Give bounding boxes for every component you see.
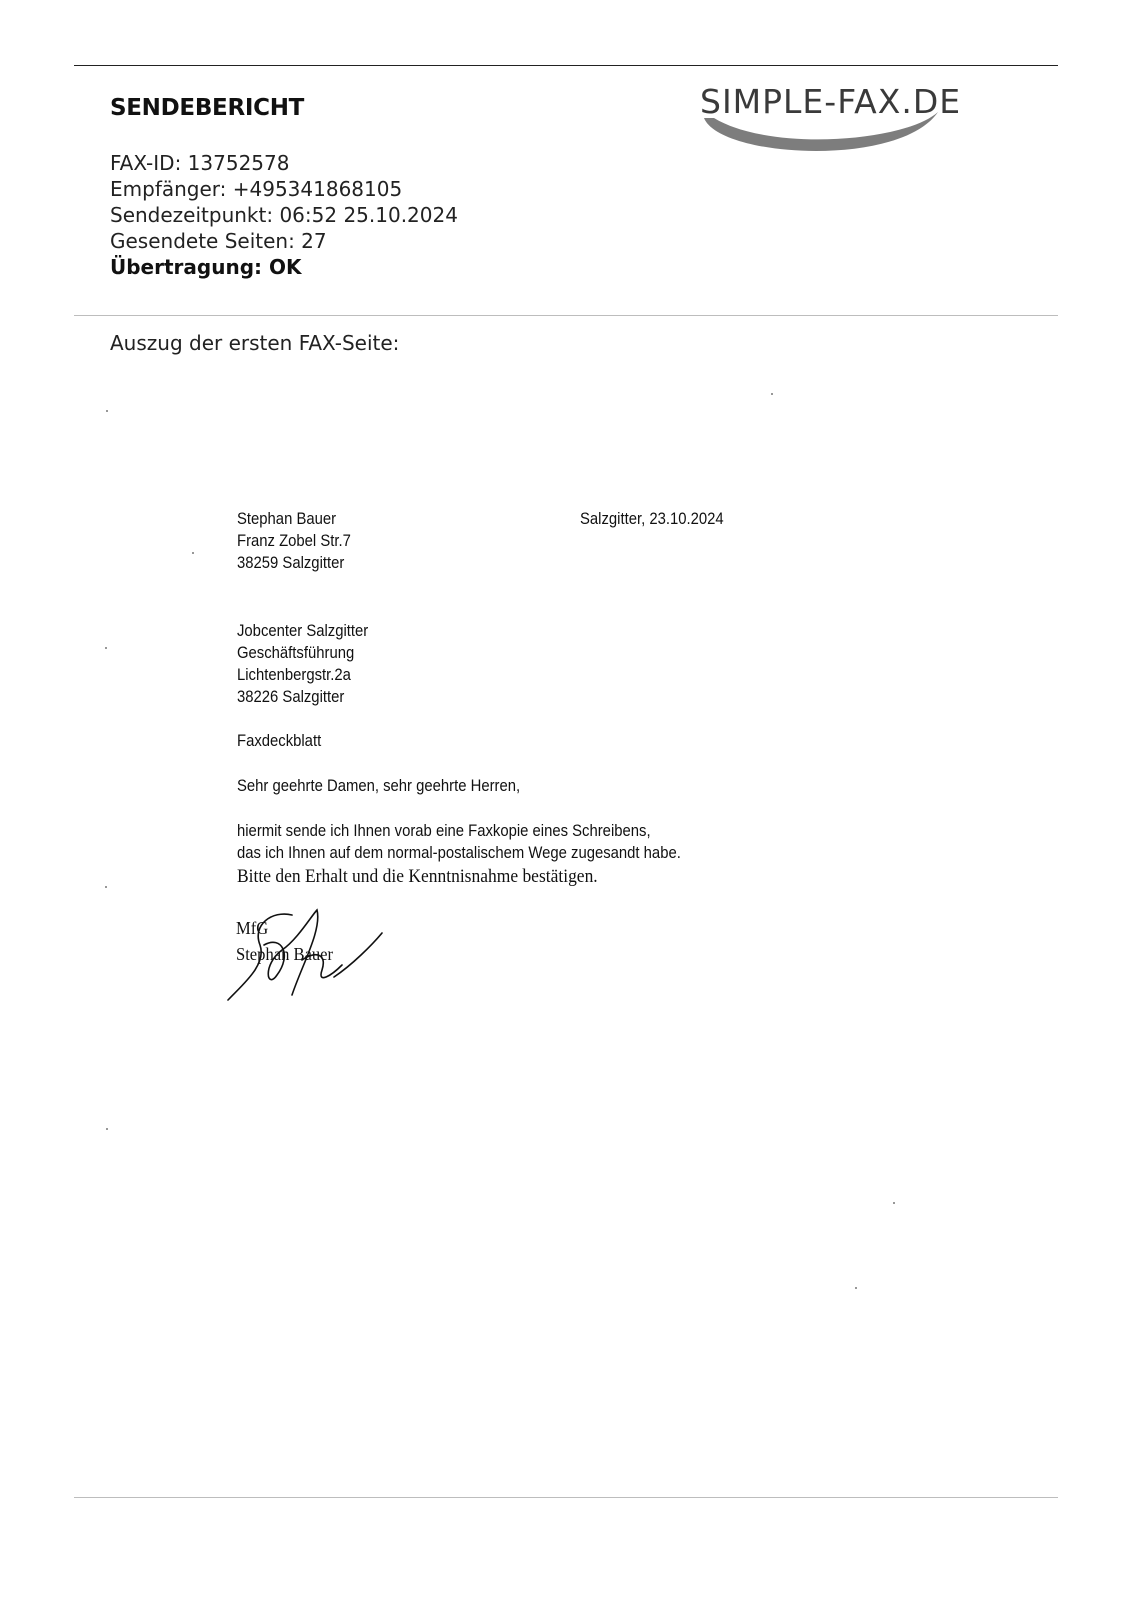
body-line-3: Bitte den Erhalt und die Kenntnisnahme bestätigen. — [237, 866, 598, 887]
body-line-1: hiermit sende ich Ihnen vorab eine Faxkopie eines Schreibens, — [237, 822, 651, 840]
pages-sent: Gesendete Seiten: 27 — [110, 229, 327, 253]
recipient-street: Lichtenbergstr.2a — [237, 666, 351, 684]
recipient-org: Jobcenter Salzgitter — [237, 622, 369, 640]
recipient-dept: Geschäftsführung — [237, 644, 355, 662]
sender-street: Franz Zobel Str.7 — [237, 532, 351, 550]
subject: Faxdeckblatt — [237, 732, 322, 750]
bottom-divider — [74, 1497, 1058, 1498]
salutation: Sehr geehrte Damen, sehr geehrte Herren, — [237, 777, 521, 795]
signed-name: Stephan Bauer — [236, 944, 334, 964]
excerpt-label: Auszug der ersten FAX-Seite: — [110, 331, 400, 355]
handwritten-signature-icon — [222, 905, 392, 1005]
recipient-number: Empfänger: +495341868105 — [110, 177, 403, 201]
transmission-status: Übertragung: OK — [110, 255, 302, 279]
recipient-city: 38226 Salzgitter — [237, 688, 345, 706]
place-date: Salzgitter, 23.10.2024 — [580, 510, 724, 528]
fax-id: FAX-ID: 13752578 — [110, 151, 290, 175]
sender-name: Stephan Bauer — [237, 510, 337, 528]
closing: MfG — [236, 918, 269, 938]
send-time: Sendezeitpunkt: 06:52 25.10.2024 — [110, 203, 458, 227]
body-line-2: das ich Ihnen auf dem normal-postalischem Wege zugesandt habe. — [237, 844, 681, 862]
report-title: SENDEBERICHT — [110, 95, 305, 121]
sender-city: 38259 Salzgitter — [237, 554, 345, 572]
logo-text: SIMPLE-FAX.DE — [700, 82, 962, 121]
